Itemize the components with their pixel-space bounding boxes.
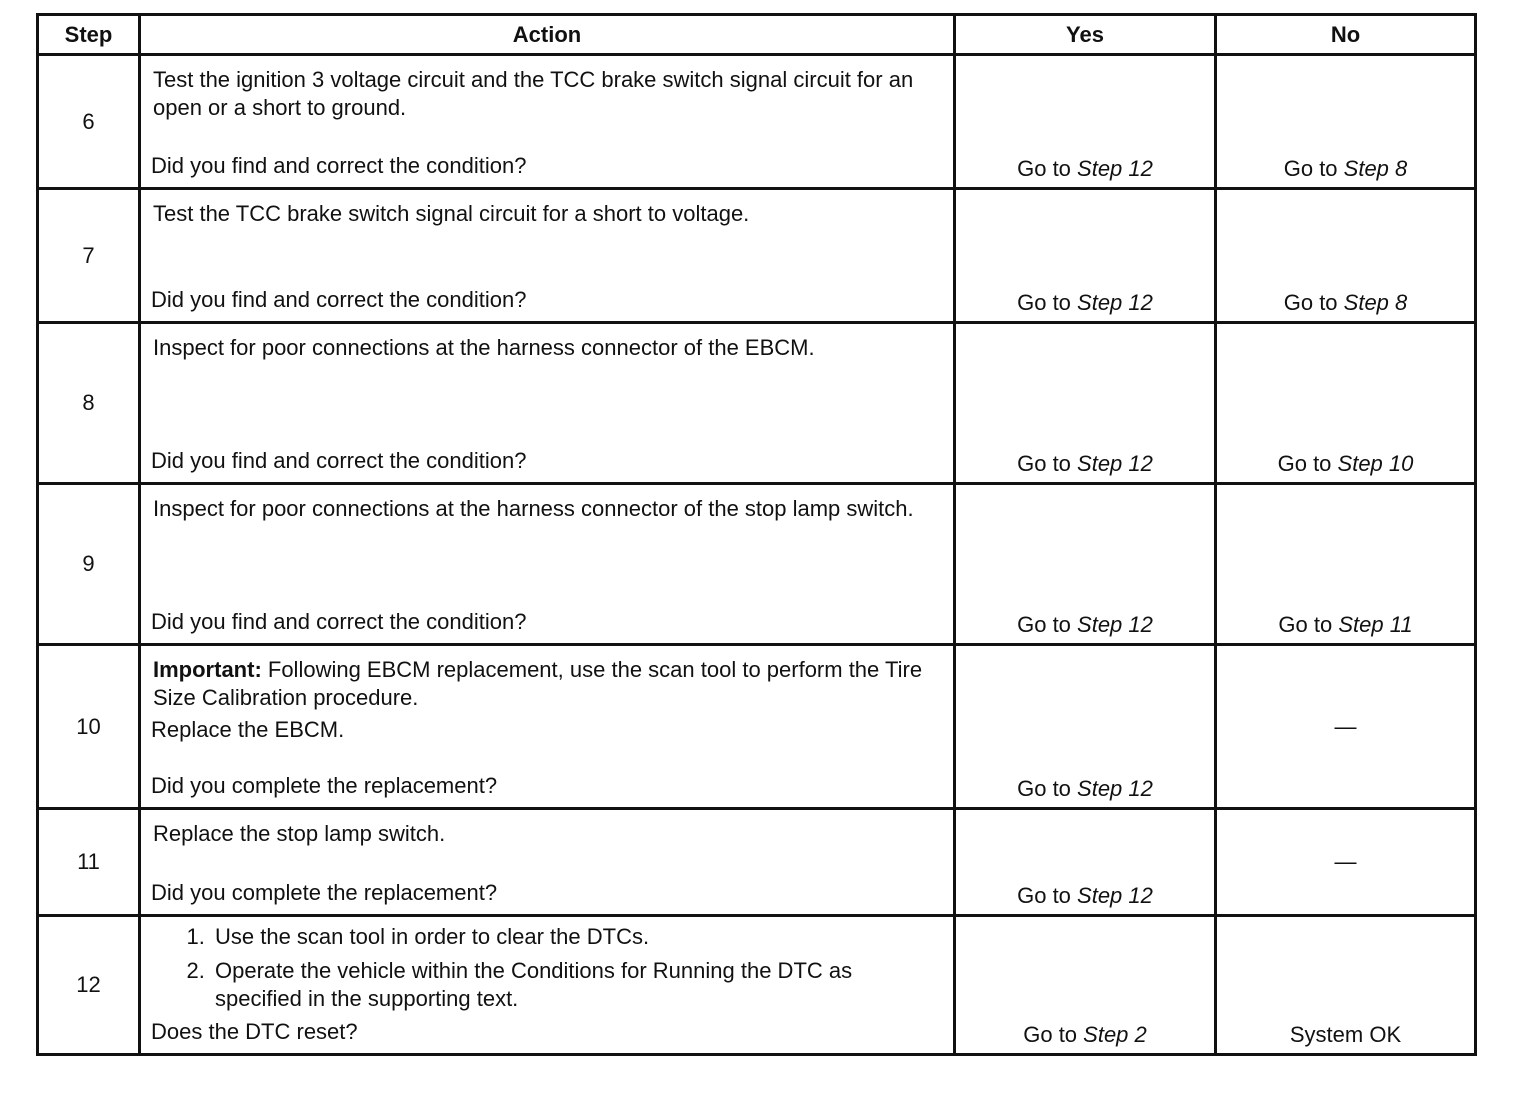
no-prefix: Go to <box>1278 612 1339 637</box>
yes-cell <box>955 645 1216 809</box>
header-yes: Yes <box>955 15 1216 55</box>
no-dash: — <box>1334 849 1357 874</box>
question-text: Did you find and correct the condition? <box>151 153 527 178</box>
yes-cell <box>955 55 1216 189</box>
no-step-link[interactable]: Step 11 <box>1338 612 1413 637</box>
yes-step-link[interactable]: Step 12 <box>1077 156 1153 181</box>
table-row <box>38 809 1476 916</box>
instruction-text: Replace the EBCM. <box>151 717 345 742</box>
instruction-text: Test the ignition 3 voltage circuit and the TCC brake switch signal circuit for an open or a short to ground. <box>153 67 914 120</box>
table-row <box>38 189 1476 323</box>
no-step-link[interactable]: Step 10 <box>1337 451 1414 476</box>
table-row <box>38 484 1476 645</box>
no-cell <box>1216 189 1476 323</box>
header-row <box>38 15 1476 55</box>
question-text: Did you find and correct the condition? <box>151 287 527 312</box>
important-label: Important: <box>153 657 262 682</box>
step-number: 8 <box>38 323 140 484</box>
step-number: 7 <box>38 189 140 323</box>
yes-prefix: Go to <box>1023 1022 1084 1047</box>
question-text: Does the DTC reset? <box>151 1019 358 1044</box>
yes-cell <box>955 484 1216 645</box>
list-item: 2. Operate the vehicle within the Conditions for Running the DTC as specified in the supporting text. <box>211 957 939 1013</box>
step-number: 6 <box>38 55 140 189</box>
no-cell <box>1216 323 1476 484</box>
yes-step-link[interactable]: Step 12 <box>1077 290 1153 315</box>
action-cell <box>140 323 955 484</box>
important-text: Following EBCM replacement, use the scan tool to perform the Tire Size Calibration procedure. <box>153 657 923 710</box>
no-cell <box>1216 645 1476 809</box>
no-prefix: Go to <box>1283 290 1344 315</box>
action-cell <box>140 645 955 809</box>
yes-step-link[interactable]: Step 12 <box>1077 612 1153 637</box>
yes-prefix: Go to <box>1017 612 1078 637</box>
no-cell <box>1216 809 1476 916</box>
yes-prefix: Go to <box>1017 156 1078 181</box>
header-no: No <box>1216 15 1476 55</box>
yes-step-link[interactable]: Step 12 <box>1077 451 1153 476</box>
question-text: Did you find and correct the condition? <box>151 609 527 634</box>
instruction-text: Test the TCC brake switch signal circuit for a short to voltage. <box>153 201 750 226</box>
no-prefix: Go to <box>1277 451 1338 476</box>
yes-prefix: Go to <box>1017 883 1078 908</box>
step-number: 11 <box>38 809 140 916</box>
no-step-link[interactable]: Step 8 <box>1343 156 1408 181</box>
question-text: Did you complete the replacement? <box>151 880 498 905</box>
header-step: Step <box>38 15 140 55</box>
important-note <box>141 646 953 712</box>
no-cell <box>1216 55 1476 189</box>
action-cell <box>140 916 955 1055</box>
header-action: Action <box>140 15 955 55</box>
yes-step-link[interactable]: Step 12 <box>1077 883 1153 908</box>
step-number: 9 <box>38 484 140 645</box>
action-cell <box>140 189 955 323</box>
table-row <box>38 323 1476 484</box>
yes-cell <box>955 189 1216 323</box>
diagnostic-table <box>36 13 1477 1056</box>
step-number: 12 <box>38 916 140 1055</box>
yes-prefix: Go to <box>1017 290 1078 315</box>
yes-prefix: Go to <box>1017 451 1078 476</box>
table-row <box>38 916 1476 1055</box>
yes-cell <box>955 916 1216 1055</box>
yes-prefix: Go to <box>1017 776 1078 801</box>
action-cell <box>140 484 955 645</box>
instruction-text: Inspect for poor connections at the harness connector of the stop lamp switch. <box>153 496 914 521</box>
action-cell <box>140 55 955 189</box>
step-number: 10 <box>38 645 140 809</box>
table-row <box>38 55 1476 189</box>
yes-cell <box>955 323 1216 484</box>
no-cell <box>1216 484 1476 645</box>
question-text: Did you find and correct the condition? <box>151 448 527 473</box>
question-text: Did you complete the replacement? <box>151 773 498 798</box>
yes-cell <box>955 809 1216 916</box>
table-row <box>38 645 1476 809</box>
instruction-text: Inspect for poor connections at the harness connector of the EBCM. <box>153 335 815 360</box>
yes-step-link[interactable]: Step 2 <box>1083 1022 1147 1047</box>
no-dash: — <box>1334 713 1357 739</box>
instruction-text: Replace the stop lamp switch. <box>153 821 446 846</box>
no-step-link[interactable]: Step 8 <box>1343 290 1408 315</box>
yes-step-link[interactable]: Step 12 <box>1077 776 1153 801</box>
no-prefix: Go to <box>1283 156 1344 181</box>
procedure-list <box>141 917 953 1013</box>
no-cell <box>1216 916 1476 1055</box>
system-ok-text: System OK <box>1289 1022 1402 1047</box>
list-item: 1. Use the scan tool in order to clear the DTCs. <box>211 923 939 951</box>
action-cell <box>140 809 955 916</box>
